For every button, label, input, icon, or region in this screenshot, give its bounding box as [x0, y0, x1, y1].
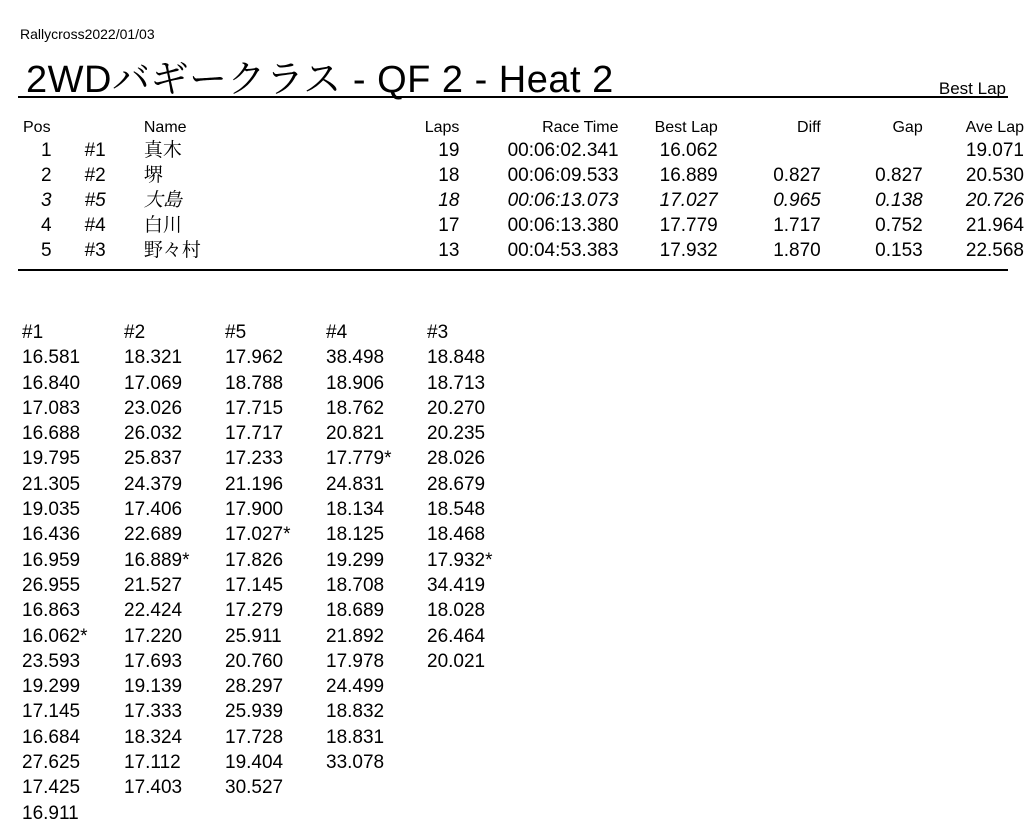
table-row	[20, 238, 1024, 263]
lap-column-header: #2	[124, 322, 146, 343]
lap-column	[124, 320, 224, 801]
lap-time: 17.220	[124, 625, 183, 647]
lap-time: 19.404	[225, 752, 284, 774]
bottom-divider	[18, 269, 1008, 271]
result-driver-name: 堺	[143, 165, 163, 186]
result-car-number: #1	[84, 140, 106, 161]
result-laps: 17	[438, 215, 460, 236]
lap-column-header: #1	[22, 322, 44, 343]
results-table	[20, 118, 1024, 263]
lap-column	[326, 320, 426, 775]
lap-time: 21.305	[22, 473, 81, 495]
result-driver-name: 真木	[143, 140, 182, 161]
result-race-time: 00:06:09.533	[507, 165, 619, 186]
lap-time: 21.196	[225, 473, 284, 495]
lap-time: 19.035	[22, 499, 81, 521]
result-gap: 0.752	[875, 215, 923, 236]
result-ave-lap: 19.071	[965, 140, 1024, 161]
result-gap	[821, 138, 923, 163]
lap-column	[22, 320, 122, 826]
lap-time: 26.032	[124, 423, 183, 445]
lap-time: 20.821	[326, 423, 385, 445]
result-pos: 1	[41, 140, 52, 161]
col-ave-lap: Ave Lap	[965, 119, 1024, 136]
lap-time: 19.299	[326, 549, 385, 571]
col-pos: Pos	[23, 119, 51, 136]
lap-time: 17.233	[225, 448, 284, 470]
result-best-lap: 17.027	[659, 190, 718, 211]
lap-time: 16.436	[22, 524, 81, 546]
lap-column-header: #3	[427, 322, 449, 343]
lap-time: 17.406	[124, 499, 183, 521]
result-ave-lap: 20.530	[965, 165, 1024, 186]
lap-time: 30.527	[225, 777, 284, 799]
lap-time: 18.028	[427, 600, 486, 622]
result-ave-lap: 21.964	[965, 215, 1024, 236]
col-diff: Diff	[797, 119, 821, 136]
lap-time: 18.832	[326, 701, 385, 723]
lap-time: 27.625	[22, 752, 81, 774]
best-lap-label: Best Lap	[938, 79, 1006, 98]
col-best-lap: Best Lap	[654, 119, 718, 136]
lap-time: 22.689	[124, 524, 183, 546]
result-laps: 19	[438, 140, 460, 161]
lap-column	[427, 320, 527, 674]
result-best-lap: 17.779	[659, 215, 718, 236]
lap-time: 17.779*	[326, 448, 392, 470]
result-race-time: 00:04:53.383	[507, 240, 619, 261]
lap-time: 18.548	[427, 499, 486, 521]
lap-time: 17.978	[326, 650, 385, 672]
lap-time: 20.760	[225, 650, 284, 672]
result-laps: 13	[438, 240, 460, 261]
page-title: 2WDバギークラス - QF 2 - Heat 2	[26, 59, 614, 101]
result-race-time: 00:06:13.380	[507, 215, 619, 236]
lap-time: 24.379	[124, 473, 183, 495]
lap-time: 20.021	[427, 650, 486, 672]
lap-time: 18.125	[326, 524, 385, 546]
result-pos: 4	[41, 215, 52, 236]
result-driver-name: 大島	[143, 190, 182, 211]
result-gap: 0.138	[875, 190, 923, 211]
result-diff: 1.870	[773, 240, 821, 261]
result-pos: 2	[41, 165, 52, 186]
lap-time: 19.299	[22, 676, 81, 698]
lap-time: 19.139	[124, 676, 183, 698]
result-best-lap: 16.889	[659, 165, 718, 186]
lap-time: 21.527	[124, 574, 183, 596]
lap-time: 20.235	[427, 423, 486, 445]
table-row	[20, 138, 1024, 163]
result-car-number: #4	[84, 215, 106, 236]
lap-time: 18.848	[427, 347, 486, 369]
lap-time: 18.831	[326, 726, 385, 748]
lap-time: 18.762	[326, 397, 385, 419]
lap-time: 18.324	[124, 726, 183, 748]
results-header-row	[20, 118, 1024, 138]
lap-time: 17.715	[225, 397, 284, 419]
lap-time: 25.939	[225, 701, 284, 723]
lap-time: 16.840	[22, 372, 81, 394]
result-pos: 3	[41, 190, 52, 211]
lap-time: 28.026	[427, 448, 486, 470]
lap-time: 17.145	[22, 701, 81, 723]
lap-time: 16.911	[22, 802, 79, 824]
lap-time: 18.321	[124, 347, 183, 369]
lap-time: 18.689	[326, 600, 385, 622]
col-race-time: Race Time	[542, 119, 619, 136]
event-date: Rallycross2022/01/03	[20, 26, 155, 42]
col-number	[73, 118, 144, 138]
lap-time: 33.078	[326, 752, 385, 774]
lap-time: 26.955	[22, 574, 81, 596]
result-car-number: #3	[84, 240, 106, 261]
lap-time: 38.498	[326, 347, 385, 369]
lap-time: 34.419	[427, 574, 486, 596]
lap-time: 18.713	[427, 372, 486, 394]
result-diff	[718, 138, 821, 163]
result-pos: 5	[41, 240, 52, 261]
lap-time: 17.083	[22, 397, 81, 419]
col-laps: Laps	[424, 119, 460, 136]
lap-time: 24.499	[326, 676, 385, 698]
lap-time: 26.464	[427, 625, 486, 647]
lap-time: 17.279	[225, 600, 284, 622]
table-row	[20, 188, 1024, 213]
lap-time: 23.593	[22, 650, 81, 672]
lap-time: 18.134	[326, 499, 385, 521]
result-diff: 0.965	[773, 190, 821, 211]
lap-time: 17.900	[225, 499, 284, 521]
lap-time: 16.688	[22, 423, 81, 445]
top-divider	[18, 96, 1008, 98]
lap-time: 17.693	[124, 650, 183, 672]
result-gap: 0.827	[875, 165, 923, 186]
table-row	[20, 213, 1024, 238]
lap-time: 23.026	[124, 397, 183, 419]
lap-time: 18.708	[326, 574, 385, 596]
lap-time: 17.717	[225, 423, 284, 445]
result-ave-lap: 22.568	[965, 240, 1024, 261]
lap-time: 17.027*	[225, 524, 291, 546]
lap-time: 28.297	[225, 676, 284, 698]
lap-time: 17.069	[124, 372, 183, 394]
lap-time: 16.684	[22, 726, 81, 748]
lap-time: 17.728	[225, 726, 284, 748]
col-gap: Gap	[892, 119, 923, 136]
lap-time: 17.145	[225, 574, 284, 596]
lap-time: 22.424	[124, 600, 183, 622]
table-row	[20, 163, 1024, 188]
result-car-number: #2	[84, 165, 106, 186]
lap-column-header: #4	[326, 322, 348, 343]
result-diff: 1.717	[773, 215, 821, 236]
result-driver-name: 白川	[143, 215, 182, 236]
lap-time: 16.863	[22, 600, 81, 622]
lap-column-header: #5	[225, 322, 247, 343]
result-driver-name: 野々村	[143, 240, 201, 261]
lap-time: 17.112	[124, 752, 181, 774]
result-race-time: 00:06:13.073	[507, 190, 619, 211]
lap-time: 28.679	[427, 473, 486, 495]
lap-column	[225, 320, 325, 801]
lap-time: 21.892	[326, 625, 385, 647]
lap-time: 25.837	[124, 448, 183, 470]
lap-time: 16.581	[22, 347, 81, 369]
result-laps: 18	[438, 190, 460, 211]
lap-time: 17.962	[225, 347, 284, 369]
result-laps: 18	[438, 165, 460, 186]
lap-time: 18.788	[225, 372, 284, 394]
lap-time: 24.831	[326, 473, 385, 495]
lap-time: 16.889*	[124, 549, 190, 571]
result-best-lap: 16.062	[659, 140, 718, 161]
result-diff: 0.827	[773, 165, 821, 186]
lap-time: 18.468	[427, 524, 486, 546]
lap-time: 17.425	[22, 777, 81, 799]
lap-time: 17.932*	[427, 549, 493, 571]
lap-time: 16.062*	[22, 625, 88, 647]
lap-time: 19.795	[22, 448, 81, 470]
results-body	[20, 138, 1024, 263]
lap-time: 25.911	[225, 625, 282, 647]
col-name: Name	[143, 119, 187, 136]
lap-time: 17.826	[225, 549, 284, 571]
result-ave-lap: 20.726	[965, 190, 1024, 211]
lap-time: 20.270	[427, 397, 486, 419]
result-best-lap: 17.932	[659, 240, 718, 261]
lap-time: 18.906	[326, 372, 385, 394]
result-gap: 0.153	[875, 240, 923, 261]
lap-time: 17.333	[124, 701, 183, 723]
result-race-time: 00:06:02.341	[507, 140, 619, 161]
lap-time: 16.959	[22, 549, 81, 571]
lap-time: 17.403	[124, 777, 183, 799]
result-car-number: #5	[84, 190, 106, 211]
